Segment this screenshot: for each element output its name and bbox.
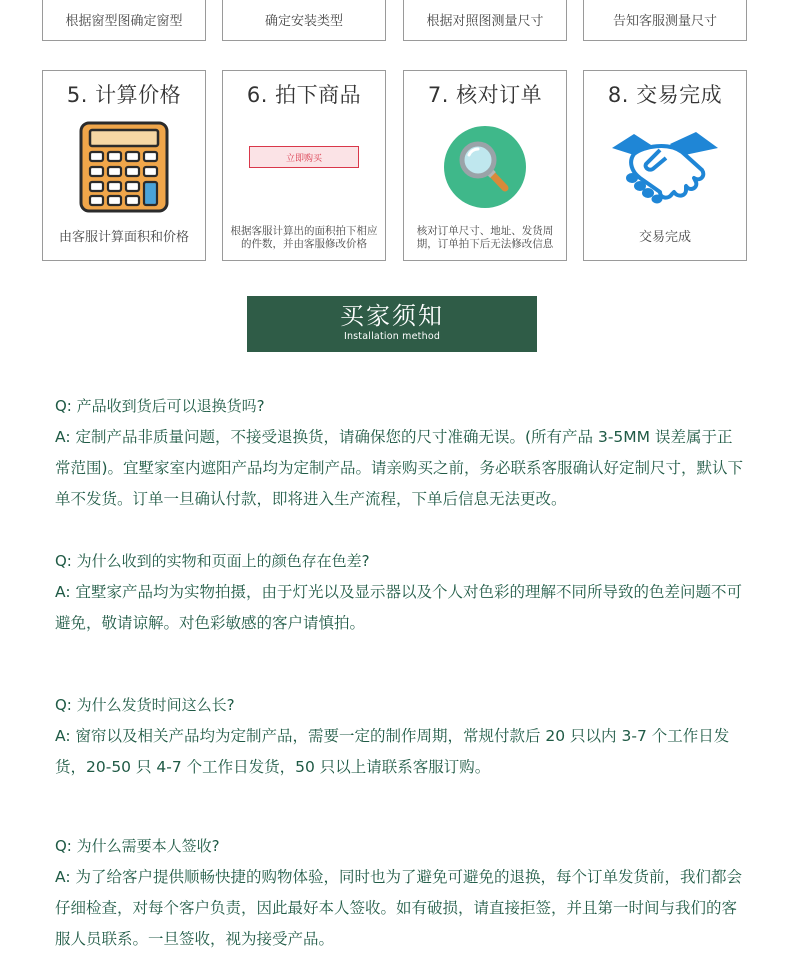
step-1-label: 根据窗型图确定窗型	[42, 0, 206, 41]
banner-subtitle: Installation method	[343, 331, 441, 342]
magnifier-icon	[443, 125, 527, 209]
step-2-label: 确定安装类型	[222, 0, 386, 41]
faq-question: Q: 为什么收到的实物和页面上的颜色存在色差?	[55, 552, 370, 570]
step-description: 核对订单尺寸、地址、发货周期，订单拍下后无法修改信息	[416, 224, 554, 250]
faq-question: Q: 为什么发货时间这么长?	[55, 696, 235, 714]
buyer-notice-banner	[247, 296, 537, 352]
step-card-place-order	[222, 70, 386, 261]
faq-question: Q: 为什么需要本人签收?	[55, 837, 220, 855]
faq-answer: A: 定制产品非质量问题，不接受退换货，请确保您的尺寸准确无误。(所有产品 3-5MM 误差属于正常范围)。宜墅家室内遮阳产品均为定制产品。请亲购买之前，务必联系客服确认好定制尺寸，默认下单不发货。订单一旦确认付款，即将进入生产流程，下单后信息无法更改。	[55, 428, 744, 508]
step-3-label: 根据对照图测量尺寸	[403, 0, 567, 41]
step-title: 5. 计算价格	[66, 83, 182, 107]
banner-title: 买家须知	[340, 302, 444, 330]
step-description: 由客服计算面积和价格	[58, 229, 189, 245]
step-title: 7. 核对订单	[427, 83, 543, 107]
calculator-icon	[79, 121, 169, 213]
faq-item	[55, 551, 745, 639]
step-4-label: 告知客服测量尺寸	[583, 0, 747, 41]
buy-now-button-icon: 立即购买	[249, 146, 359, 168]
step-card-calculate-price	[42, 70, 206, 261]
faq-answer: A: 窗帘以及相关产品均为定制产品，需要一定的制作周期，常规付款后 20 只以内 3-7 个工作日发货，20-50 只 4-7 个工作日发货，50 只以上请联系客服订购。	[55, 727, 730, 776]
faq-item	[55, 695, 745, 783]
step-card-complete	[583, 70, 747, 261]
faq-answer: A: 为了给客户提供顺畅快捷的购物体验，同时也为了避免可避免的退换，每个订单发货前，我们都会仔细检查，对每个客户负责，因此最好本人签收。如有破损，请直接拒签，并且第一时间与我们的客服人员联系。一旦签收，视为接受产品。	[55, 868, 742, 948]
step-description: 交易完成	[638, 229, 691, 245]
faq-item	[55, 396, 745, 515]
step-title: 6. 拍下商品	[246, 83, 362, 107]
step-card-check-order	[403, 70, 567, 261]
step-description: 根据客服计算出的面积拍下相应的件数，并由客服修改价格	[230, 224, 378, 250]
handshake-icon	[610, 130, 720, 204]
faq-answer: A: 宜墅家产品均为实物拍摄，由于灯光以及显示器以及个人对色彩的理解不同所导致的色差问题不可避免，敬请谅解。对色彩敏感的客户请慎拍。	[55, 583, 742, 632]
faq-item	[55, 836, 745, 955]
step-title: 8. 交易完成	[607, 83, 723, 107]
faq-question: Q: 产品收到货后可以退换货吗?	[55, 397, 265, 415]
